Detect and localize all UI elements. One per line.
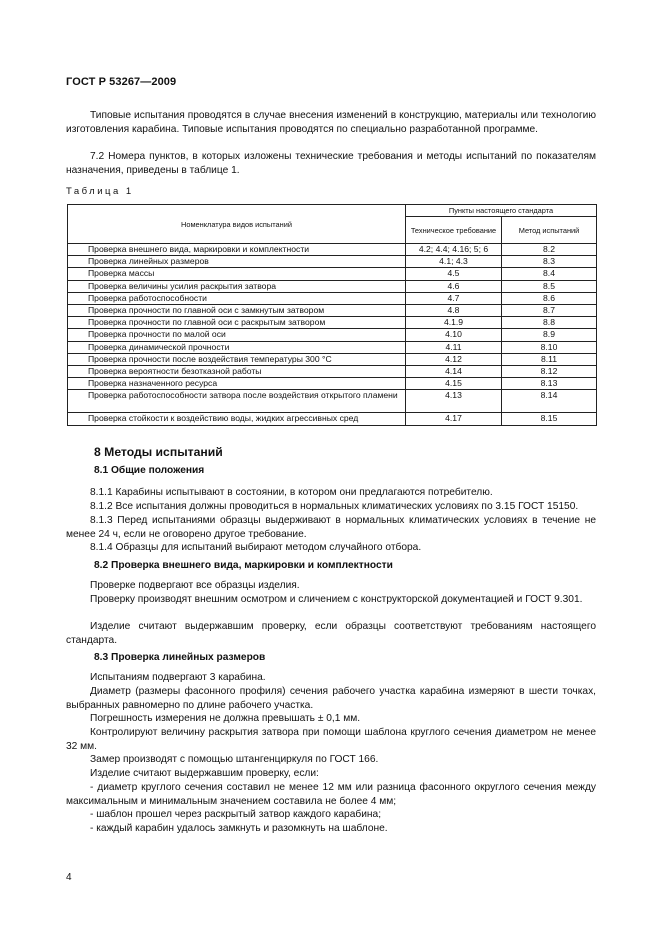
row-method: 8.12	[502, 366, 597, 378]
paragraph-8-3-b: Диаметр (размеры фасонного профиля) сечения рабочего участка карабина измеряют в шести точках, выбранных равномерно по длине рабочего участка.	[66, 686, 596, 711]
row-test-name: Проверка прочности по главной оси с замкнутым затвором	[68, 305, 406, 317]
row-test-name: Проверка прочности по малой оси	[68, 329, 406, 341]
row-test-name: Проверка динамической прочности	[68, 341, 406, 353]
document-code-header: ГОСТ Р 53267—2009	[66, 76, 177, 88]
row-method: 8.5	[502, 280, 597, 292]
table-row	[68, 244, 597, 256]
intro-paragraph-2: 7.2 Номера пунктов, в которых изложены технические требования и методы испытаний по показателям назначения, приведены в таблице 1.	[66, 151, 596, 176]
table-row	[68, 292, 597, 304]
row-method: 8.15	[502, 413, 597, 425]
row-test-name: Проверка массы	[68, 268, 406, 280]
table-row	[68, 366, 597, 378]
row-requirement: 4.14	[406, 366, 502, 378]
table-row	[68, 329, 597, 341]
row-test-name: Проверка линейных размеров	[68, 256, 406, 268]
row-requirement: 4.2; 4.4; 4.16; 5; 6	[406, 244, 502, 256]
row-method: 8.13	[502, 378, 597, 390]
paragraph-8-1-4: 8.1.4 Образцы для испытаний выбирают методом случайного отбора.	[90, 542, 422, 553]
column-header-standard-clauses: Пункты настоящего стандарта	[406, 205, 597, 217]
row-method: 8.3	[502, 256, 597, 268]
row-requirement: 4.8	[406, 305, 502, 317]
table-row	[68, 413, 597, 425]
column-header-test-name: Номенклатура видов испытаний	[68, 205, 406, 244]
row-method: 8.11	[502, 353, 597, 365]
table-row	[68, 268, 597, 280]
row-test-name: Проверка работоспособности	[68, 292, 406, 304]
table-row	[68, 390, 597, 413]
paragraph-8-3-f: Изделие считают выдержавшим проверку, если:	[90, 768, 319, 779]
row-test-name: Проверка прочности после воздействия температуры 300 °С	[68, 353, 406, 365]
column-header-method: Метод испытаний	[502, 217, 597, 244]
paragraph-8-2-c: Изделие считают выдержавшим проверку, если образцы соответствуют требованиям настоящего стандарта.	[66, 621, 596, 646]
bullet-diameter: - диаметр круглого сечения составил не менее 12 мм или разница фасонного округлого сечения между максимальным и минимальным значением составила не более 4 мм;	[66, 782, 596, 807]
column-header-requirement: Техническое требование	[406, 217, 502, 244]
section-8-3-title: 8.3 Проверка линейных размеров	[94, 652, 266, 663]
table-row	[68, 341, 597, 353]
paragraph-8-3-e: Замер производят с помощью штангенциркуля по ГОСТ 166.	[90, 754, 379, 765]
table-row	[68, 305, 597, 317]
row-requirement: 4.11	[406, 341, 502, 353]
row-requirement: 4.10	[406, 329, 502, 341]
row-test-name: Проверка прочности по главной оси с раскрытым затвором	[68, 317, 406, 329]
row-test-name: Проверка внешнего вида, маркировки и комплектности	[68, 244, 406, 256]
row-requirement: 4.15	[406, 378, 502, 390]
row-requirement: 4.13	[406, 390, 502, 413]
paragraph-8-3-c: Погрешность измерения не должна превышать ± 0,1 мм.	[90, 713, 361, 724]
row-requirement: 4.1.9	[406, 317, 502, 329]
table-row	[68, 353, 597, 365]
paragraph-8-2-b: Проверку производят внешним осмотром и сличением с конструкторской документацией и ГОСТ 9.301.	[90, 594, 583, 605]
bullet-lock-unlock: - каждый карабин удалось замкнуть и разомкнуть на шаблоне.	[90, 823, 388, 834]
row-requirement: 4.1; 4.3	[406, 256, 502, 268]
table-row	[68, 256, 597, 268]
table-caption: Таблица 1	[66, 186, 134, 197]
table-1	[67, 204, 597, 426]
paragraph-8-3-a: Испытаниям подвергают 3 карабина.	[90, 672, 266, 683]
row-requirement: 4.5	[406, 268, 502, 280]
row-method: 8.9	[502, 329, 597, 341]
row-method: 8.4	[502, 268, 597, 280]
table-row	[68, 317, 597, 329]
intro-paragraph-1: Типовые испытания проводятся в случае внесения изменений в конструкцию, материалы или технологию изготовления карабина. Типовые испытания проводятся по специально разработанной программе.	[66, 110, 596, 135]
row-method: 8.14	[502, 390, 597, 413]
table-row	[68, 280, 597, 292]
row-test-name: Проверка работоспособности затвора после воздействия открытого пламени	[68, 390, 406, 413]
paragraph-8-1-2: 8.1.2 Все испытания должны проводиться в нормальных климатических условиях по 3.15 ГОСТ 15150.	[90, 501, 579, 512]
section-8-2-title: 8.2 Проверка внешнего вида, маркировки и комплектности	[94, 560, 393, 571]
row-method: 8.2	[502, 244, 597, 256]
paragraph-8-1-3: 8.1.3 Перед испытаниями образцы выдерживают в нормальных климатических условиях в течение не менее 24 ч, если не оговорено другое требование.	[66, 515, 596, 540]
row-test-name: Проверка стойкости к воздействию воды, жидких агрессивных сред	[68, 413, 406, 425]
row-test-name: Проверка величины усилия раскрытия затвора	[68, 280, 406, 292]
section-8-1-title: 8.1 Общие положения	[94, 465, 205, 476]
row-requirement: 4.17	[406, 413, 502, 425]
row-method: 8.6	[502, 292, 597, 304]
row-requirement: 4.6	[406, 280, 502, 292]
paragraph-8-3-d: Контролируют величину раскрытия затвора при помощи шаблона круглого сечения диаметром не менее 32 мм.	[66, 727, 596, 752]
table-row	[68, 378, 597, 390]
paragraph-8-1-1: 8.1.1 Карабины испытывают в состоянии, в котором они предлагаются потребителю.	[90, 487, 493, 498]
row-requirement: 4.7	[406, 292, 502, 304]
paragraph-8-2-a: Проверке подвергают все образцы изделия.	[90, 580, 300, 591]
row-method: 8.10	[502, 341, 597, 353]
row-test-name: Проверка назначенного ресурса	[68, 378, 406, 390]
row-method: 8.7	[502, 305, 597, 317]
row-test-name: Проверка вероятности безотказной работы	[68, 366, 406, 378]
page-number: 4	[66, 872, 72, 883]
row-requirement: 4.12	[406, 353, 502, 365]
row-method: 8.8	[502, 317, 597, 329]
section-8-title: 8 Методы испытаний	[94, 445, 223, 459]
bullet-template-passed: - шаблон прошел через раскрытый затвор каждого карабина;	[90, 809, 382, 820]
